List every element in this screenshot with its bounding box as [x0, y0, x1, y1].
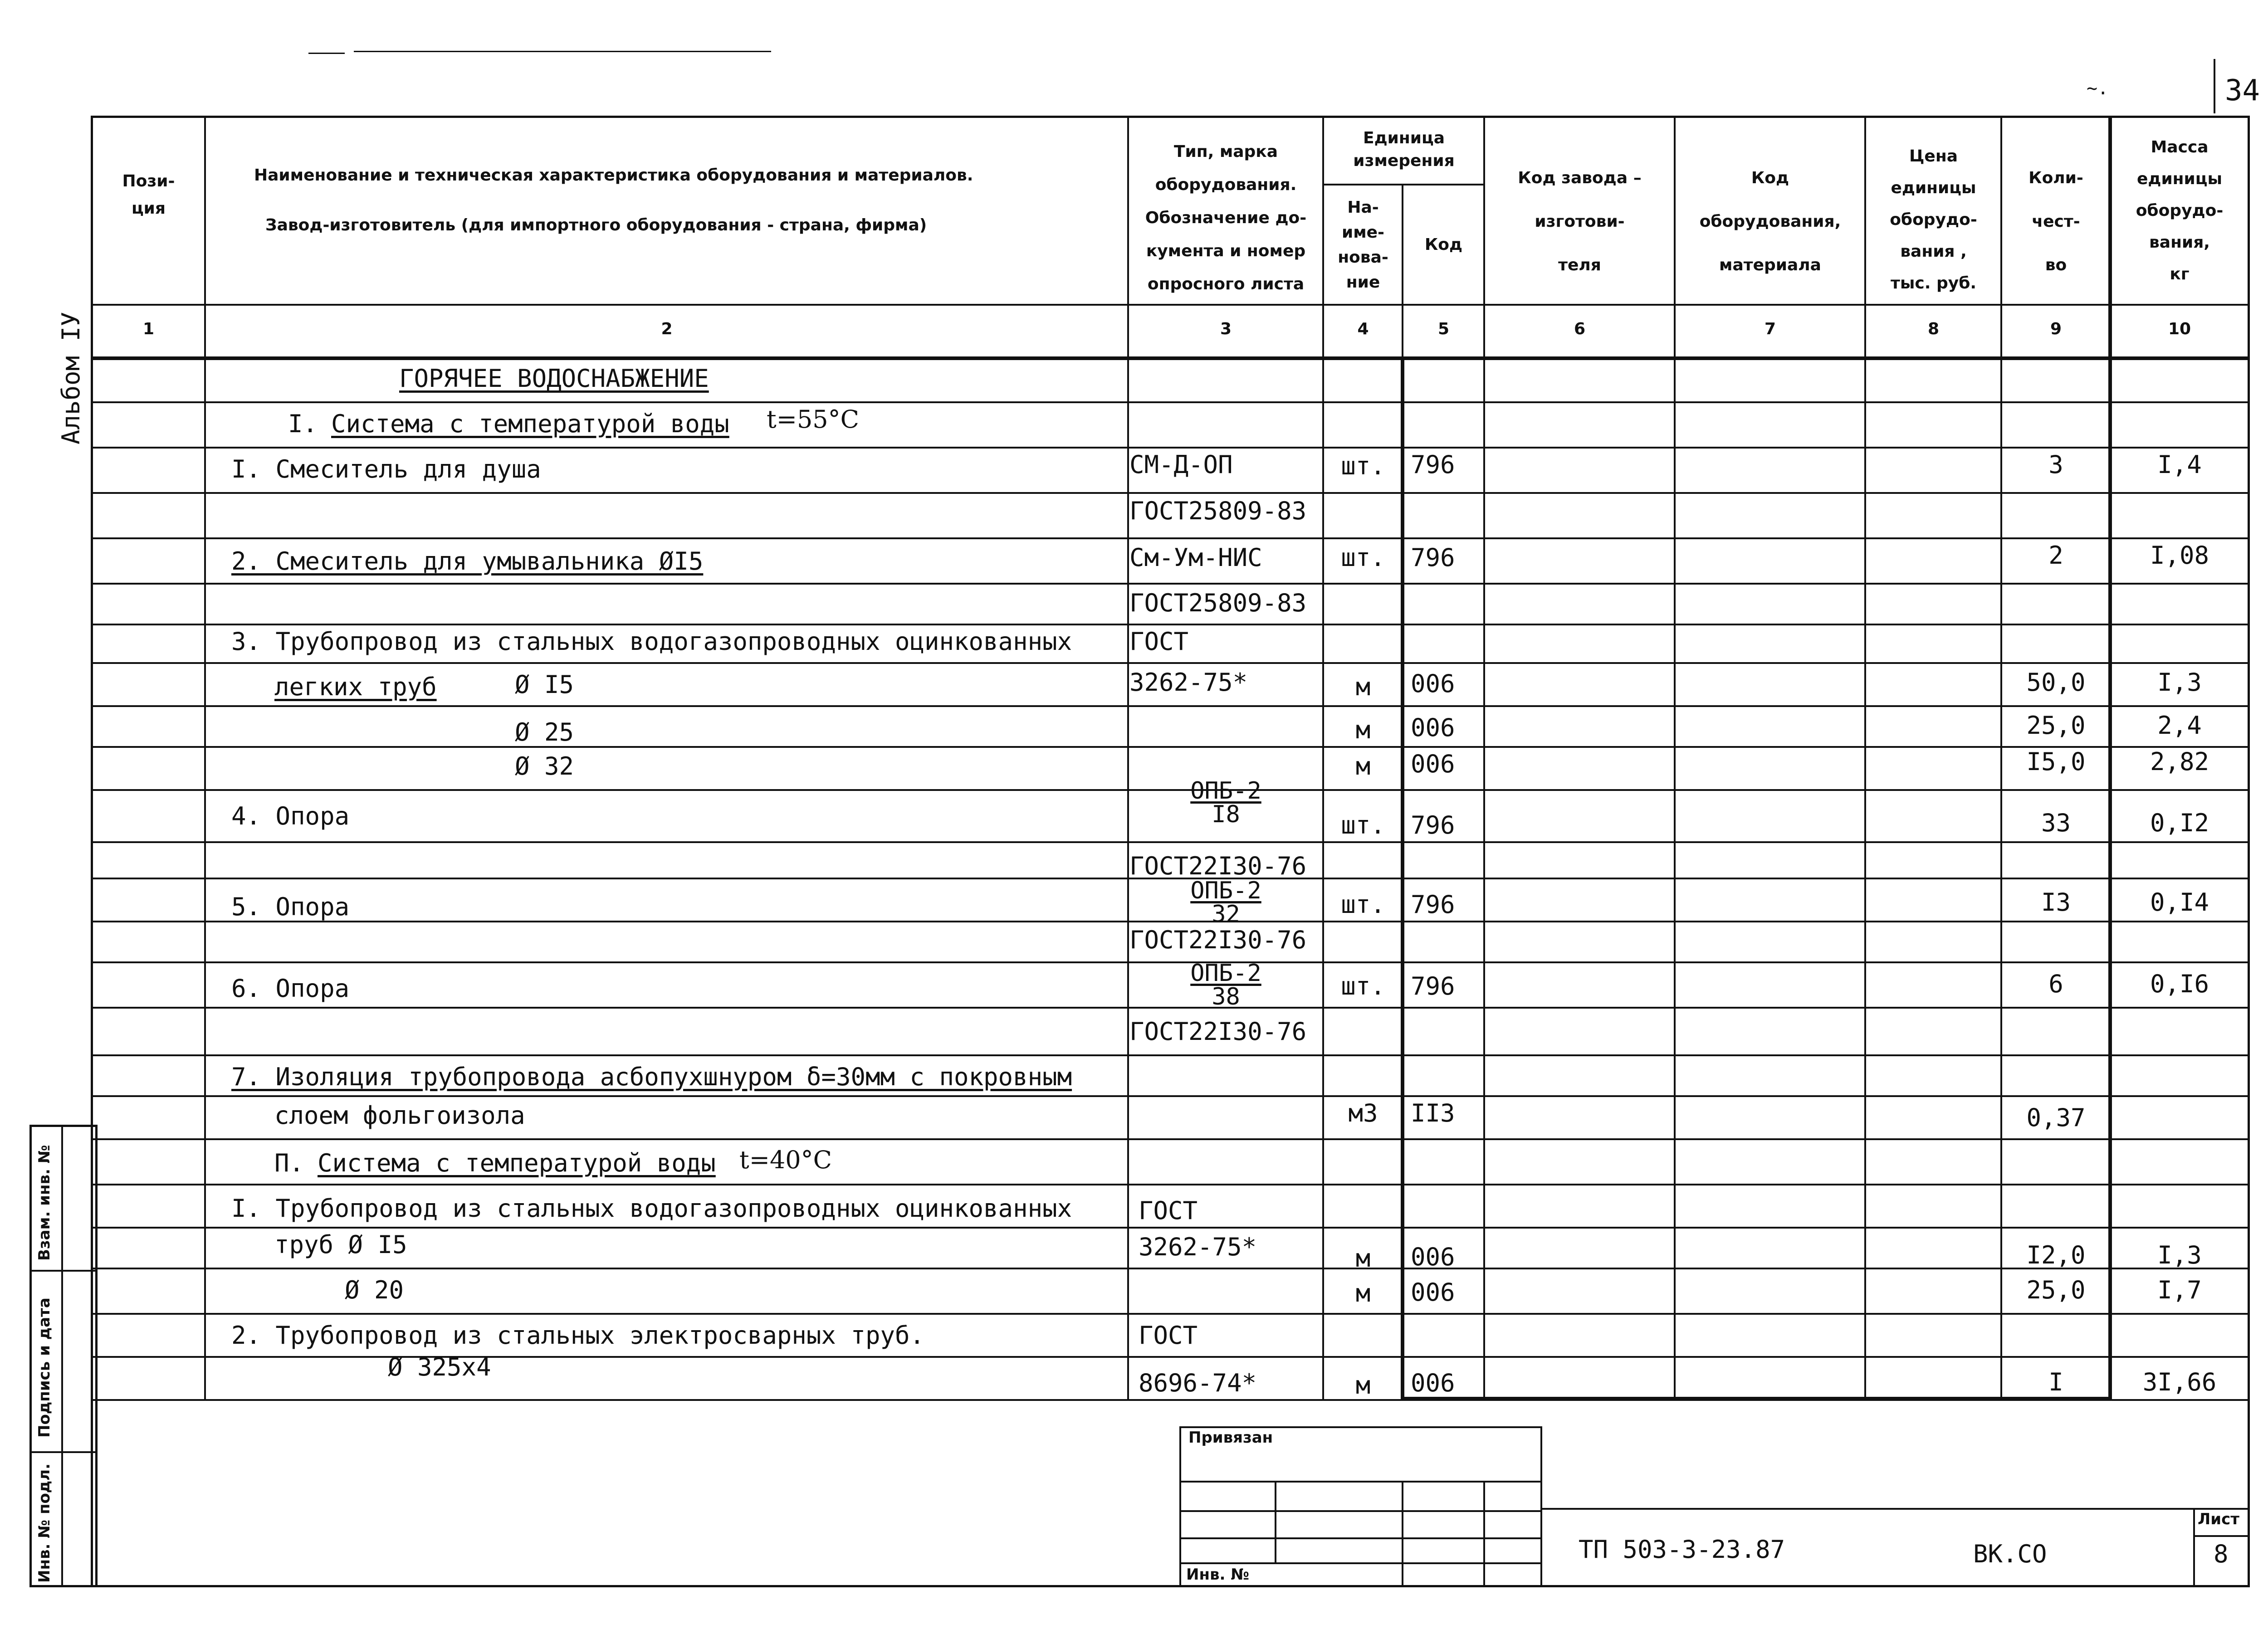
item-type: ГОСТ	[1139, 1321, 1198, 1350]
item-unit: шт.	[1341, 543, 1385, 572]
row-line	[91, 1095, 2250, 1097]
colnum-2: 2	[661, 320, 673, 338]
colnum-divider	[91, 356, 2250, 360]
item-name: 4. Опора	[231, 802, 350, 830]
row-line	[91, 662, 2250, 664]
item-unit: м	[1355, 1371, 1371, 1400]
col-line	[1127, 116, 1129, 1399]
item-qty: 6	[2048, 970, 2063, 998]
item-diameter: Ø 32	[515, 752, 574, 780]
subsection-temp: t=40°C	[739, 1146, 832, 1174]
doc-code: ТП 503-3-23.87	[1579, 1535, 1785, 1564]
item-code: II3	[1411, 1099, 1455, 1127]
header-equip-code: Код оборудования, материала	[1699, 169, 1841, 274]
subsection-number: П.	[274, 1149, 304, 1177]
scan-mark-line	[354, 51, 771, 52]
page-number: 34	[2225, 74, 2260, 107]
row-line	[91, 537, 2250, 539]
item-mass: 0,I2	[2150, 809, 2209, 837]
header-price: Цена единицы оборудо- вания , тыс. руб.	[1890, 147, 1977, 293]
item-mass: I,4	[2157, 450, 2202, 479]
stamp-col-line	[1402, 1481, 1403, 1587]
row-line	[91, 401, 2250, 403]
stamp-row-line	[1179, 1481, 1542, 1483]
title-top-line	[1542, 1508, 2250, 1510]
col-line	[1674, 116, 1676, 1399]
item-name: 5. Опора	[231, 893, 350, 921]
item-type-fraction	[1129, 779, 1322, 826]
col-line	[1864, 116, 1866, 1399]
item-code: 006	[1411, 1243, 1455, 1271]
item-unit: шт.	[1341, 811, 1385, 839]
item-unit: м	[1355, 1279, 1371, 1307]
colnum-4: 4	[1357, 320, 1369, 338]
item-qty: 0,37	[2026, 1103, 2086, 1132]
page-number-divider	[2214, 59, 2215, 113]
colnum-1: 1	[142, 320, 155, 338]
header-divider	[91, 304, 2250, 306]
item-mass: I,3	[2157, 1241, 2202, 1269]
item-name: 2. Смеситель для умывальника ØI5	[231, 547, 704, 576]
item-unit: шт.	[1341, 890, 1385, 919]
item-unit: шт.	[1341, 452, 1385, 480]
row-line	[91, 1268, 2250, 1269]
item-name: 6. Опора	[231, 974, 350, 1003]
item-standard: ГОСТ22I30-76	[1129, 926, 1307, 954]
item-code: 796	[1411, 811, 1455, 839]
item-qty: I5,0	[2026, 747, 2086, 776]
side-stamp-divider	[29, 1451, 98, 1453]
item-name: легких труб	[274, 673, 437, 701]
item-code: 796	[1411, 972, 1455, 1000]
item-type: ГОСТ	[1139, 1196, 1198, 1225]
item-code: 796	[1411, 450, 1455, 479]
sheet-label-divider	[2193, 1535, 2250, 1537]
inv-label: Инв. №	[1186, 1566, 1250, 1584]
fraction-top: ОПБ-2	[1190, 877, 1261, 904]
item-diameter: Ø 20	[345, 1276, 404, 1304]
subsection-title: Система с температурой воды	[331, 410, 729, 438]
album-label: Альбом IУ	[57, 312, 85, 444]
sheet-number: 8	[2214, 1540, 2229, 1568]
col-line	[1483, 116, 1485, 1399]
stamp-row-line	[1179, 1562, 1542, 1564]
fraction-bottom: I8	[1212, 801, 1240, 828]
section-title: ГОРЯЧЕЕ ВОДОСНАБЖЕНИЕ	[399, 364, 709, 393]
stamp-replace-inv: Взам. инв. №	[35, 1145, 54, 1261]
item-diameter: Ø 25	[515, 718, 574, 746]
item-mass: 3I,66	[2142, 1368, 2217, 1396]
row-line	[91, 1138, 2250, 1140]
col-line	[204, 116, 206, 1399]
header-qty: Коли- чест- во	[2028, 169, 2083, 274]
row-line	[91, 624, 2250, 625]
item-name: I. Трубопровод из стальных водогазопроводных оцинкованных	[231, 1194, 1072, 1223]
item-qty: I3	[2041, 888, 2071, 917]
item-qty: 3	[2048, 450, 2063, 479]
item-code: 006	[1411, 669, 1455, 698]
side-stamp-divider	[29, 1270, 98, 1272]
row-line	[91, 1227, 2250, 1229]
scan-mark: ~.	[2087, 78, 2109, 99]
item-unit: м	[1355, 716, 1371, 744]
header-unit-code: Код	[1424, 235, 1463, 254]
item-mass: I,08	[2150, 541, 2209, 570]
colnum-5: 5	[1437, 320, 1450, 338]
header-maker-code: Код завода – изготови- теля	[1518, 169, 1642, 274]
row-line	[91, 1313, 2250, 1315]
item-code: 006	[1411, 750, 1455, 778]
header-type: Тип, марка оборудования. Обозначение до- кумента и номер опросного листа	[1145, 142, 1307, 293]
item-qty: I2,0	[2026, 1241, 2086, 1269]
colnum-10: 10	[2168, 320, 2191, 338]
header-unit: Единица измерения	[1353, 129, 1455, 170]
item-type: 3262-75*	[1139, 1233, 1257, 1261]
item-unit: м3	[1348, 1099, 1378, 1127]
subsection-number: I.	[288, 410, 318, 438]
item-code: 006	[1411, 1369, 1455, 1397]
side-stamp-divider	[61, 1125, 63, 1587]
item-mass: 2,4	[2157, 711, 2202, 740]
fraction-bottom: 32	[1212, 901, 1240, 928]
colnum-3: 3	[1220, 320, 1232, 338]
item-standard: ГОСТ22I30-76	[1129, 1017, 1307, 1046]
stamp-row-line	[1179, 1537, 1542, 1539]
row-line	[91, 447, 2250, 449]
colnum-8: 8	[1927, 320, 1940, 338]
row-line	[91, 705, 2250, 707]
stamp-col-line	[1483, 1481, 1485, 1587]
item-type: ГОСТ	[1129, 627, 1189, 656]
table-bottom-thick	[1401, 1397, 2112, 1400]
item-unit: м	[1355, 1244, 1371, 1273]
item-diameter: Ø I5	[515, 670, 574, 699]
item-type: См-Ум-НИС	[1129, 543, 1262, 572]
row-line	[91, 1184, 2250, 1185]
item-diameter: Ø 325x4	[388, 1353, 491, 1381]
item-mass: 2,82	[2150, 747, 2209, 776]
item-qty: 25,0	[2026, 1276, 2086, 1304]
item-code: 796	[1411, 890, 1455, 919]
item-type-fraction	[1129, 961, 1322, 1009]
item-type: СМ-Д-ОП	[1129, 450, 1233, 479]
item-unit: шт.	[1341, 972, 1385, 1000]
item-type-fraction	[1129, 879, 1322, 926]
item-code: 006	[1411, 713, 1455, 742]
fraction-top: ОПБ-2	[1190, 777, 1261, 805]
row-line	[91, 841, 2250, 843]
item-mass: I,7	[2157, 1276, 2202, 1304]
item-name: 3. Трубопровод из стальных водогазопроводных оцинкованных	[231, 627, 1072, 656]
item-code: 796	[1411, 543, 1455, 572]
item-name: 7. Изоляция трубопровода асбопухшнуром δ=30мм с покровным	[231, 1063, 1072, 1091]
item-standard: ГОСТ25809-83	[1129, 497, 1307, 525]
item-name: труб Ø I5	[274, 1230, 407, 1259]
colnum-6: 6	[1574, 320, 1586, 338]
sheet-label: Лист	[2198, 1510, 2239, 1528]
stamp-orig-inv: Инв. № подл.	[35, 1463, 54, 1583]
fraction-top: ОПБ-2	[1190, 960, 1261, 987]
item-unit: м	[1355, 673, 1371, 701]
col-line	[2000, 116, 2002, 1399]
item-qty: I	[2048, 1368, 2063, 1396]
row-line	[91, 1054, 2250, 1056]
item-type: 3262-75*	[1129, 668, 1248, 697]
fraction-bottom: 38	[1212, 983, 1240, 1010]
row-line	[91, 492, 2250, 494]
item-qty: 25,0	[2026, 711, 2086, 740]
item-code: 006	[1411, 1278, 1455, 1307]
header-position: Пози- ция	[122, 172, 175, 218]
item-unit: м	[1355, 752, 1371, 780]
header-name-line1: Наименование и техническая характеристика оборудования и материалов.	[254, 166, 973, 185]
subsection-title: Система с температурой воды	[318, 1149, 716, 1177]
header-name-line2: Завод-изготовитель (для импортного оборудования - страна, фирма)	[265, 216, 927, 234]
scan-mark-line	[308, 53, 345, 54]
item-standard: ГОСТ22I30-76	[1129, 852, 1307, 880]
header-unit-name: На- име- нова- ние	[1338, 198, 1388, 292]
row-line	[91, 746, 2250, 748]
doc-mark: ВК.СО	[1973, 1540, 2047, 1568]
col-line	[1322, 116, 1324, 1399]
stamp-row-line	[1179, 1510, 1542, 1512]
item-standard: ГОСТ25809-83	[1129, 589, 1307, 617]
stamp-sign-date: Подпись и дата	[35, 1297, 54, 1438]
colnum-9: 9	[2050, 320, 2062, 338]
header-mass: Масса единицы оборудо- вания, кг	[2136, 138, 2224, 283]
item-name: I. Смеситель для душа	[231, 455, 541, 483]
item-name: слоем фольгоизола	[274, 1101, 525, 1130]
subsection-temp: t=55°C	[767, 405, 859, 434]
item-qty: 33	[2041, 809, 2071, 837]
row-line	[91, 583, 2250, 585]
stamp-col-line	[1275, 1481, 1276, 1562]
item-mass: 0,I4	[2150, 888, 2209, 917]
sheet-divider	[2193, 1508, 2195, 1587]
item-qty: 50,0	[2026, 668, 2086, 697]
item-qty: 2	[2048, 541, 2063, 570]
item-mass: 0,I6	[2150, 970, 2209, 998]
item-type: 8696-74*	[1139, 1369, 1257, 1397]
colnum-7: 7	[1764, 320, 1776, 338]
attached-label: Привязан	[1188, 1429, 1273, 1447]
item-mass: I,3	[2157, 668, 2202, 697]
item-name: 2. Трубопровод из стальных электросварных труб.	[231, 1321, 925, 1350]
